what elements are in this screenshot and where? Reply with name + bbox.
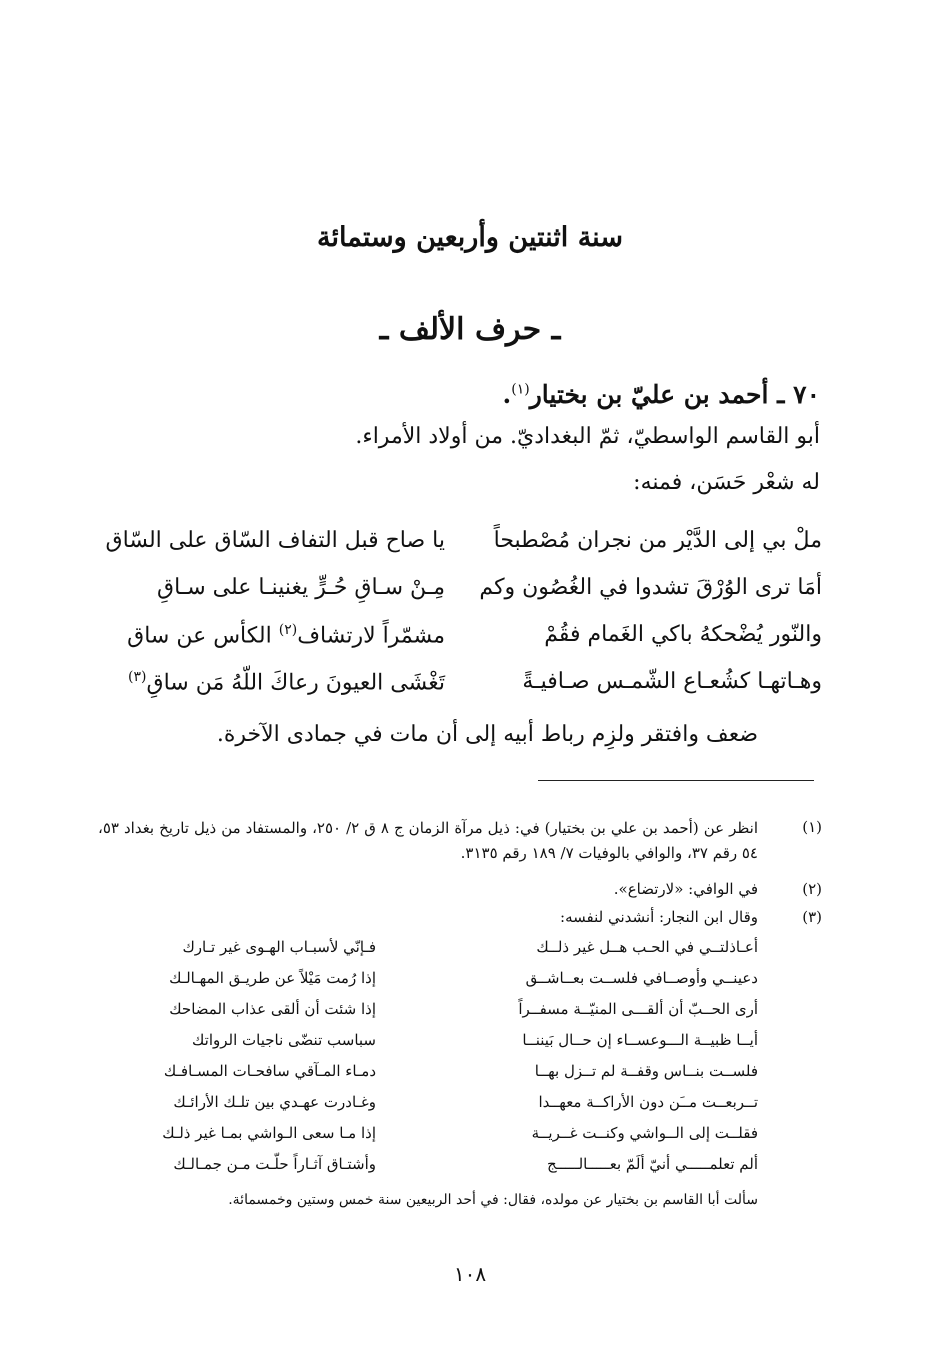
footnote-3-closing-line: سألت أبا القاسم بن بختيار عن مولده، فقال: في أحد الربيعين سنة خمس وستين وخمسمائة. xyxy=(228,1192,758,1208)
footnote-poem-2-left: إذا رُمت مَيْلاً عن طريـق المهـالـك xyxy=(169,969,376,987)
poem-verse-1-second-hemistich: يا صاح قبل التفاف السّاق على السّاق xyxy=(105,528,445,553)
footnote-poem-6-right: تــربعــت مــَن دون الأراكــة معهــدا xyxy=(538,1093,758,1111)
poem-verse-3-first-hemistich: والنّور يُضْحكهُ باكي الغَمام فقُمْ xyxy=(544,622,822,647)
footnote-3-number: (٣) xyxy=(802,908,822,926)
footnote-poem-1-right: أعـاذلتــي في الحـب هــل غير ذلــك xyxy=(536,938,758,956)
poem-verse-1-first-hemistich: ملْ بي إلى الدَّيْر من نجران مُصْطبحاً xyxy=(493,528,822,553)
poem-verse-3-pre: مشمّراً لارتشاف xyxy=(297,623,445,649)
section-title: ـ حرف الألف ـ xyxy=(379,312,561,347)
death-line: ضعف وافتقر ولزِم رباط أبيه إلى أن مات في جمادى الآخرة. xyxy=(216,722,758,747)
footnote-poem-8-left: وأشتـاق آثـاراً حلّـت مـن جمـالـك xyxy=(173,1155,376,1173)
bio-line-1: أبو القاسم الواسطيّ، ثمّ البغداديّ. من أولاد الأمراء. xyxy=(355,424,820,449)
poem-verse-4-second-hemistich xyxy=(100,669,445,695)
footnote-ref-3: (٣) xyxy=(128,669,147,685)
footnote-poem-5-left: دمـاء المـآقي سافحـات المسـافـك xyxy=(163,1062,376,1080)
footnote-poem-4-left: سباسب تنضّى ناجيات الرواتك xyxy=(192,1031,376,1049)
poem-verse-3-second-hemistich xyxy=(100,622,445,648)
footnote-poem-7-left: إذا مـا سعى الـواشي بمـا غير ذلـك xyxy=(162,1124,376,1142)
footnote-1-number: (١) xyxy=(802,818,822,836)
footnote-poem-5-right: فلســت بنــاس وقفــة لم تــزل بهــا xyxy=(534,1062,758,1080)
footnote-divider xyxy=(538,780,814,781)
footnote-2-text: في الوافي: «لارتضاع». xyxy=(613,880,758,898)
footnote-poem-4-right: أيــا ظبيــة الـــوعســاء إن حــال بَيننــا xyxy=(522,1031,758,1049)
footnote-3-text: وقال ابن النجار: أنشدني لنفسه: xyxy=(560,908,758,926)
footnote-poem-6-left: وغـادرت عهـدي بين تلـك الأرائـك xyxy=(173,1093,376,1111)
bio-line-2: له شعْر حَسَن، فمنه: xyxy=(633,470,820,495)
page-number: ١٠٨ xyxy=(453,1262,487,1286)
footnote-poem-3-right: أرى الحــبّ أن ألقـــى المنيّــة مسفــراً xyxy=(518,1000,758,1018)
footnote-poem-7-right: فقلــت إلى الــواشي وكنــت غــريــة xyxy=(531,1124,758,1142)
poem-verse-2-first-hemistich: أمَا ترى الوُرْقَ تشدوا في الغُصُون وكم xyxy=(479,575,822,600)
footnote-poem-2-right: دعينــي وأوصــافي فلســت بعــاشــق xyxy=(525,969,758,987)
footnote-poem-1-left: فـإنّي لأسبـاب الهـوى غير تـارك xyxy=(182,938,376,956)
footnote-poem-8-right: ألم تعلمـــــي أنيّ ألَمّ بعـــــالـــــج xyxy=(546,1155,758,1173)
poem-verse-3-post: الكأس عن ساق xyxy=(127,623,279,649)
poem-verse-2-second-hemistich: مِـنْ سـاقِ حُـرٍّ يغنينـا على سـاقِ xyxy=(157,575,445,600)
entry-heading xyxy=(503,380,820,409)
poem-verse-4-text: تَغْشَى العيونَ رعاكَ اللّهُ مَن ساقِ xyxy=(146,670,445,696)
footnote-ref-1: (١) xyxy=(511,381,530,398)
footnote-ref-2: (٢) xyxy=(278,622,298,638)
entry-heading-text: ٧٠ ـ أحمد بن عليّ بن بختيار xyxy=(529,380,820,409)
footnote-poem-3-left: إذا شئت أن ألقى عذاب المضاحك xyxy=(169,1000,376,1018)
poem-verse-4-first-hemistich: وهـاتهـا كشُعـاع الشّمـس صـافيـةً xyxy=(522,669,822,694)
year-title: سنة اثنتين وأربعين وستمائة xyxy=(317,222,623,253)
footnote-2-number: (٢) xyxy=(802,880,822,898)
footnote-1-text: انظر عن (أحمد بن علي بن بختيار) في: ذيل مرآة الزمان ج ٨ ق ٢/ ٢٥٠، والمستفاد من ذيل تاريخ بغداد ٥٣، ٥٤ رقم ٣٧، والوافي بالوفيات ٧/ ١٨٩ رقم ٣١٣٥. xyxy=(98,819,759,862)
entry-heading-end: . xyxy=(502,380,512,409)
